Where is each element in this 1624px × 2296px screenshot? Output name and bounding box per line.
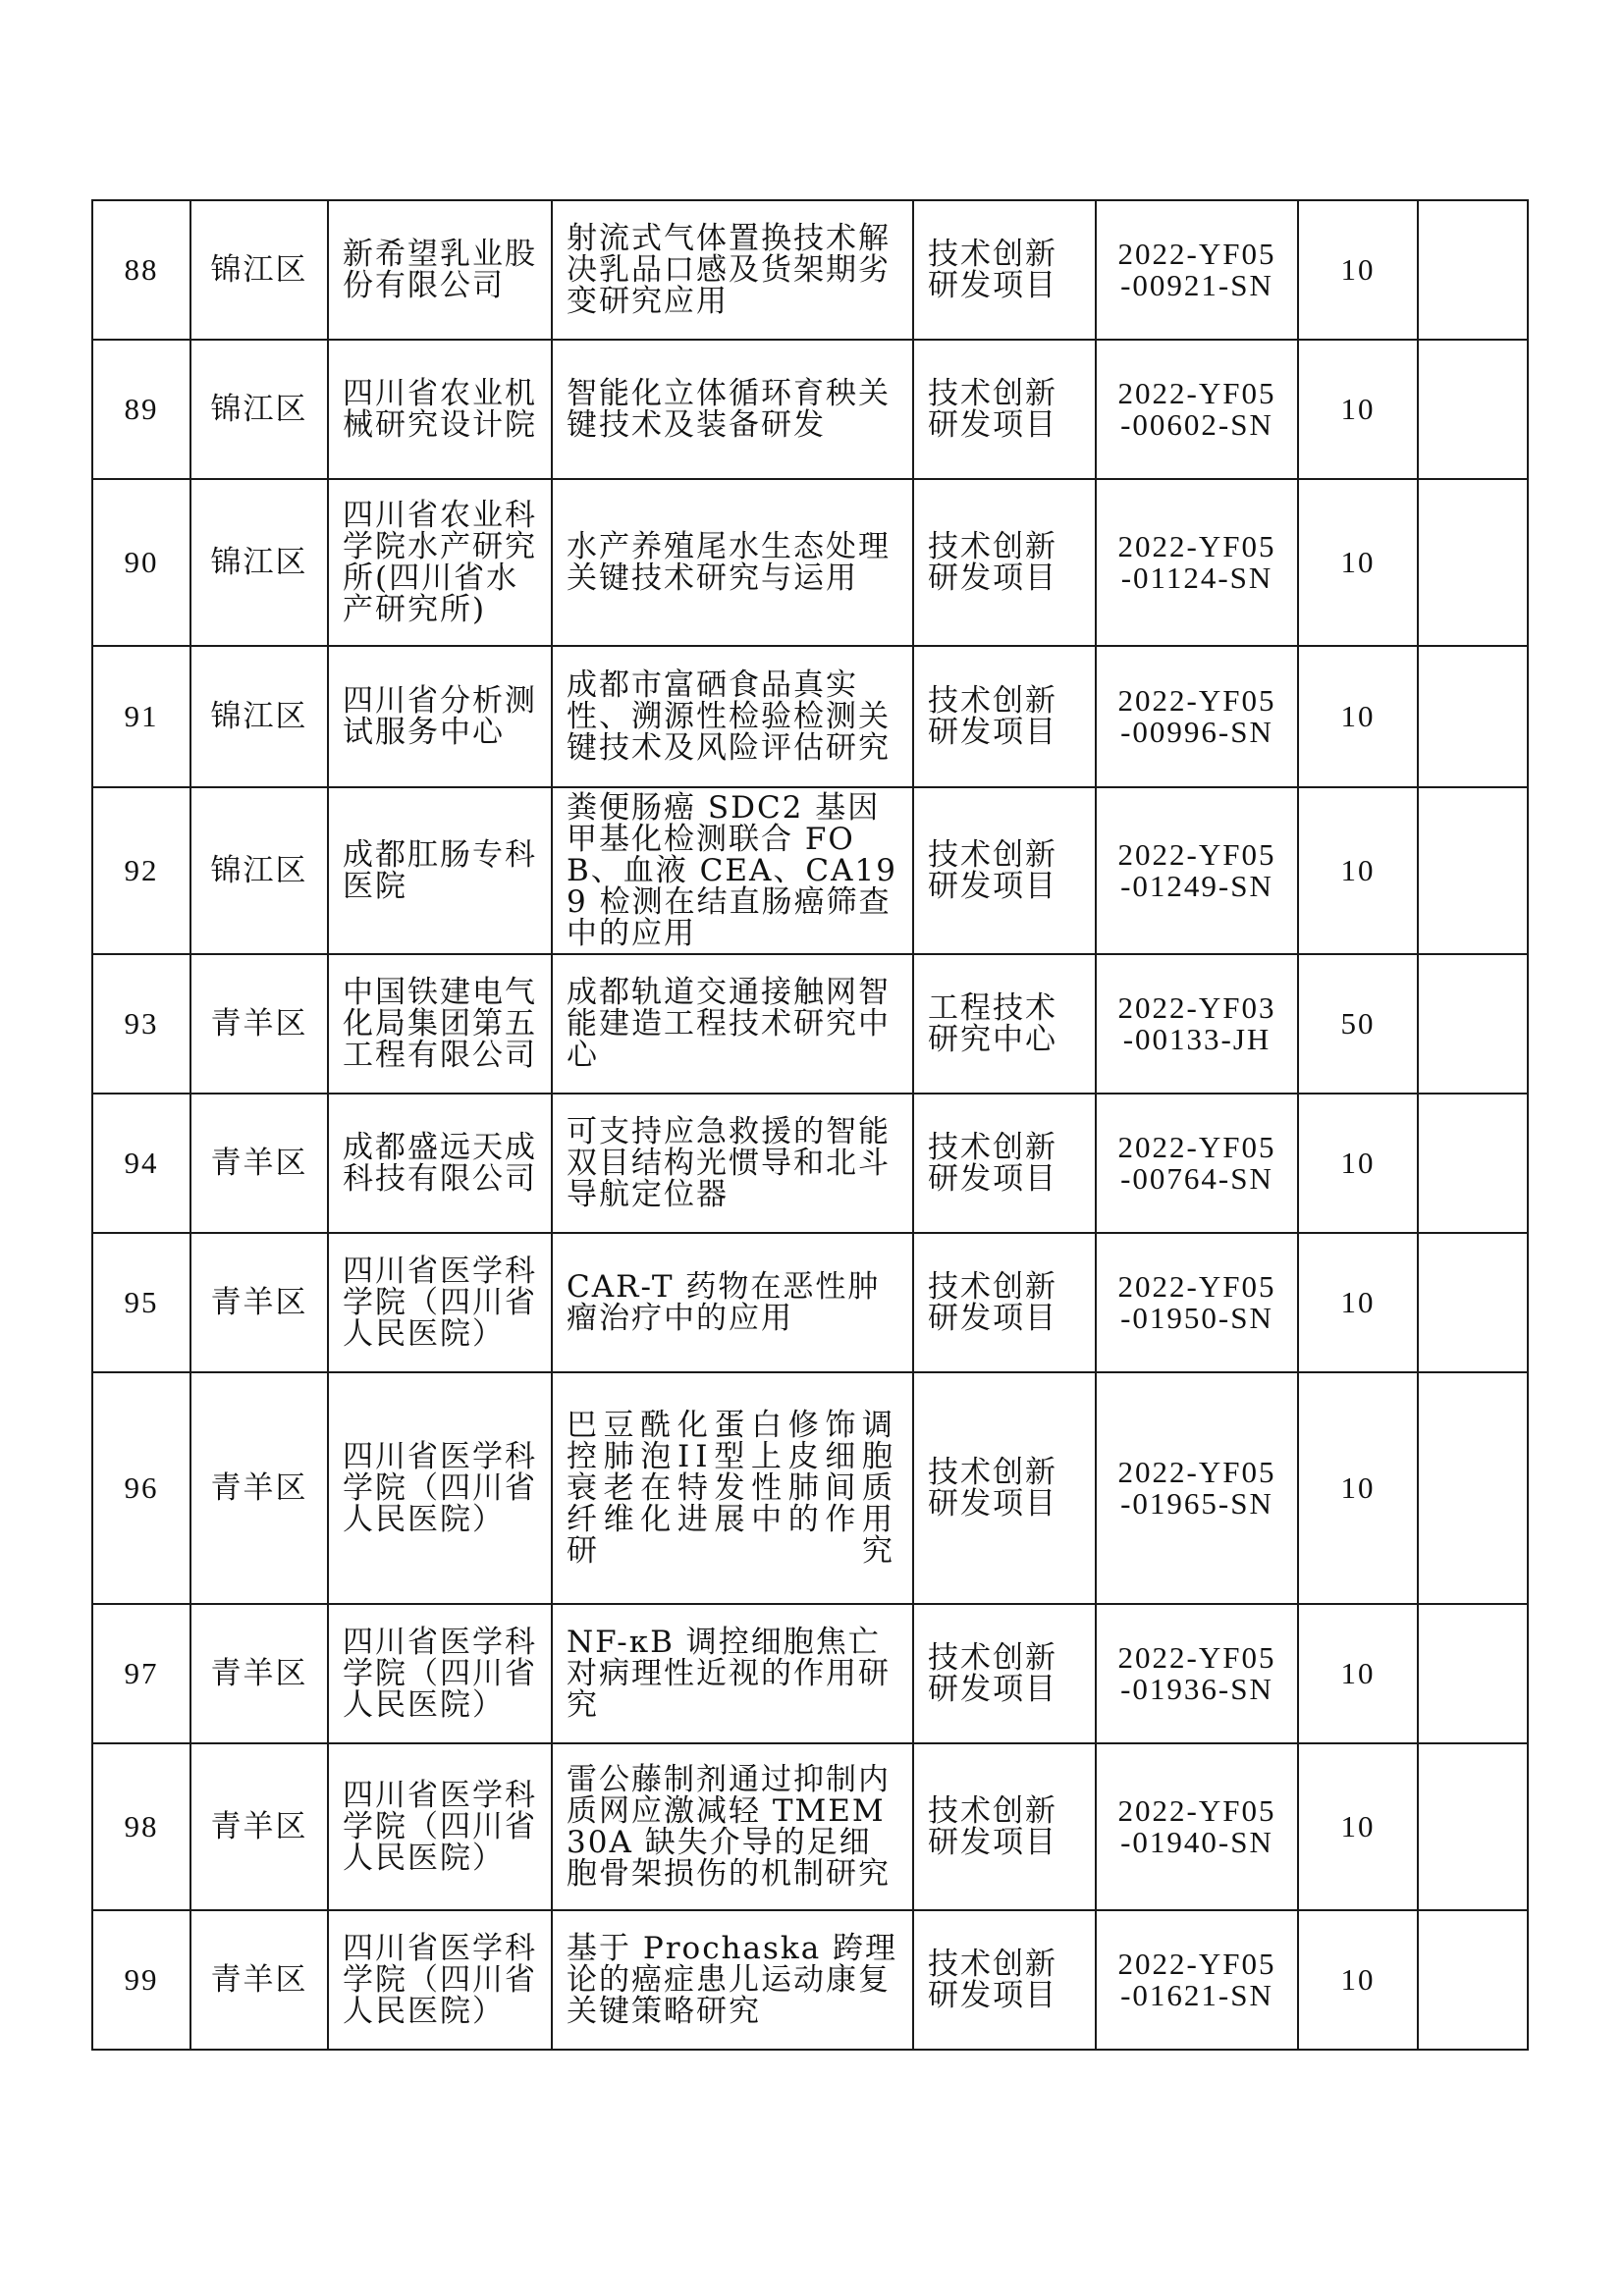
project-code-cell — [1096, 200, 1298, 340]
code-line-2: -01965-SN — [1120, 1486, 1273, 1521]
row-number: 98 — [92, 1743, 190, 1910]
organization-cell: 四川省分析测试服务中心 — [328, 646, 552, 787]
note-cell — [1418, 954, 1528, 1094]
project-code-cell — [1096, 1743, 1298, 1910]
code-line-2: -01124-SN — [1120, 561, 1273, 595]
project-code-cell — [1096, 340, 1298, 479]
row-number: 94 — [92, 1094, 190, 1233]
note-cell — [1418, 1604, 1528, 1743]
organization-cell: 四川省医学科学院（四川省人民医院） — [328, 1910, 552, 2050]
row-number: 97 — [92, 1604, 190, 1743]
district-cell: 青羊区 — [190, 954, 328, 1094]
project-code-cell — [1096, 1094, 1298, 1233]
funding-cell: 10 — [1298, 1372, 1418, 1604]
table-row — [92, 340, 1528, 479]
funding-cell: 10 — [1298, 1094, 1418, 1233]
organization-cell: 四川省医学科学院（四川省人民医院） — [328, 1604, 552, 1743]
organization-cell: 四川省农业科学院水产研究所(四川省水产研究所) — [328, 479, 552, 646]
project-code-cell — [1096, 646, 1298, 787]
code-line-1: 2022-YF05 — [1117, 1269, 1276, 1304]
row-number: 88 — [92, 200, 190, 340]
note-cell — [1418, 1743, 1528, 1910]
code-line-2: -01249-SN — [1120, 869, 1273, 903]
code-line-1: 2022-YF05 — [1117, 376, 1276, 410]
project-code-cell — [1096, 1604, 1298, 1743]
code-line-2: -01940-SN — [1120, 1825, 1273, 1859]
project-type-cell: 技术创新研发项目 — [913, 646, 1096, 787]
row-number: 96 — [92, 1372, 190, 1604]
project-type-cell: 工程技术研究中心 — [913, 954, 1096, 1094]
project-type-cell: 技术创新研发项目 — [913, 1233, 1096, 1372]
row-number: 91 — [92, 646, 190, 787]
code-line-1: 2022-YF05 — [1117, 237, 1276, 271]
note-cell — [1418, 1094, 1528, 1233]
note-cell — [1418, 340, 1528, 479]
code-line-2: -00921-SN — [1120, 268, 1273, 302]
project-name-cell: 智能化立体循环育秧关键技术及装备研发 — [552, 340, 913, 479]
organization-cell: 中国铁建电气化局集团第五工程有限公司 — [328, 954, 552, 1094]
district-cell: 青羊区 — [190, 1910, 328, 2050]
code-line-2: -01950-SN — [1120, 1301, 1273, 1335]
table-row — [92, 1743, 1528, 1910]
project-name-cell: 成都轨道交通接触网智能建造工程技术研究中心 — [552, 954, 913, 1094]
project-name-cell: 水产养殖尾水生态处理关键技术研究与运用 — [552, 479, 913, 646]
district-cell: 青羊区 — [190, 1372, 328, 1604]
code-line-2: -00133-JH — [1122, 1022, 1272, 1056]
district-cell: 锦江区 — [190, 787, 328, 954]
table-row — [92, 787, 1528, 954]
code-line-1: 2022-YF05 — [1117, 1793, 1276, 1828]
table-row — [92, 1910, 1528, 2050]
table-body — [92, 200, 1528, 2050]
organization-cell: 成都肛肠专科医院 — [328, 787, 552, 954]
project-type-cell: 技术创新研发项目 — [913, 1372, 1096, 1604]
note-cell — [1418, 479, 1528, 646]
organization-cell: 新希望乳业股份有限公司 — [328, 200, 552, 340]
project-type-cell: 技术创新研发项目 — [913, 1604, 1096, 1743]
project-type-cell: 技术创新研发项目 — [913, 340, 1096, 479]
row-number: 92 — [92, 787, 190, 954]
code-line-1: 2022-YF05 — [1117, 683, 1276, 718]
note-cell — [1418, 1910, 1528, 2050]
project-code-cell — [1096, 1233, 1298, 1372]
project-name-cell: NF-κB 调控细胞焦亡对病理性近视的作用研究 — [552, 1604, 913, 1743]
row-number: 95 — [92, 1233, 190, 1372]
project-type-cell: 技术创新研发项目 — [913, 200, 1096, 340]
project-code-cell — [1096, 787, 1298, 954]
note-cell — [1418, 1233, 1528, 1372]
funding-cell: 10 — [1298, 1743, 1418, 1910]
district-cell: 青羊区 — [190, 1233, 328, 1372]
project-type-cell: 技术创新研发项目 — [913, 787, 1096, 954]
district-cell: 锦江区 — [190, 479, 328, 646]
funding-cell: 10 — [1298, 646, 1418, 787]
table-row — [92, 1604, 1528, 1743]
district-cell: 锦江区 — [190, 646, 328, 787]
project-code-cell — [1096, 1910, 1298, 2050]
district-cell: 锦江区 — [190, 200, 328, 340]
project-type-cell: 技术创新研发项目 — [913, 1743, 1096, 1910]
funding-cell: 10 — [1298, 200, 1418, 340]
code-line-2: -00764-SN — [1120, 1161, 1273, 1196]
note-cell — [1418, 200, 1528, 340]
project-table — [91, 199, 1529, 2051]
project-code-cell — [1096, 1372, 1298, 1604]
table-row — [92, 1372, 1528, 1604]
row-number: 89 — [92, 340, 190, 479]
code-line-1: 2022-YF05 — [1117, 1640, 1276, 1675]
project-type-cell: 技术创新研发项目 — [913, 479, 1096, 646]
code-line-2: -00996-SN — [1120, 715, 1273, 749]
project-type-cell: 技术创新研发项目 — [913, 1094, 1096, 1233]
code-line-2: -01936-SN — [1120, 1672, 1273, 1706]
funding-cell: 50 — [1298, 954, 1418, 1094]
note-cell — [1418, 787, 1528, 954]
row-number: 99 — [92, 1910, 190, 2050]
row-number: 93 — [92, 954, 190, 1094]
organization-cell: 四川省医学科学院（四川省人民医院） — [328, 1743, 552, 1910]
note-cell — [1418, 646, 1528, 787]
code-line-1: 2022-YF05 — [1117, 837, 1276, 872]
organization-cell: 成都盛远天成科技有限公司 — [328, 1094, 552, 1233]
code-line-2: -00602-SN — [1120, 407, 1273, 442]
project-name-cell: 可支持应急救援的智能双目结构光惯导和北斗导航定位器 — [552, 1094, 913, 1233]
code-line-1: 2022-YF03 — [1117, 990, 1276, 1025]
district-cell: 锦江区 — [190, 340, 328, 479]
code-line-1: 2022-YF05 — [1117, 529, 1276, 563]
project-name-cell: 雷公藤制剂通过抑制内质网应激减轻 TMEM30A 缺失介导的足细胞骨架损伤的机制研究 — [552, 1743, 913, 1910]
project-name-cell: 成都市富硒食品真实性、溯源性检验检测关键技术及风险评估研究 — [552, 646, 913, 787]
funding-cell: 10 — [1298, 1604, 1418, 1743]
project-type-cell: 技术创新研发项目 — [913, 1910, 1096, 2050]
organization-cell: 四川省医学科学院（四川省人民医院） — [328, 1372, 552, 1604]
organization-cell: 四川省农业机械研究设计院 — [328, 340, 552, 479]
funding-cell: 10 — [1298, 1233, 1418, 1372]
table-row — [92, 1233, 1528, 1372]
district-cell: 青羊区 — [190, 1743, 328, 1910]
funding-cell: 10 — [1298, 787, 1418, 954]
project-name-cell: CAR-T 药物在恶性肿瘤治疗中的应用 — [552, 1233, 913, 1372]
table-row — [92, 200, 1528, 340]
code-line-2: -01621-SN — [1120, 1978, 1273, 2012]
funding-cell: 10 — [1298, 479, 1418, 646]
row-number: 90 — [92, 479, 190, 646]
project-name-cell: 巴豆酰化蛋白修饰调控肺泡II型上皮细胞衰老在特发性肺间质纤维化进展中的作用研究 — [552, 1372, 913, 1604]
district-cell: 青羊区 — [190, 1604, 328, 1743]
table-row — [92, 479, 1528, 646]
table-row — [92, 954, 1528, 1094]
project-code-cell — [1096, 954, 1298, 1094]
code-line-1: 2022-YF05 — [1117, 1455, 1276, 1489]
project-name-cell: 基于 Prochaska 跨理论的癌症患儿运动康复关键策略研究 — [552, 1910, 913, 2050]
code-line-1: 2022-YF05 — [1117, 1947, 1276, 1981]
project-name-cell: 粪便肠癌 SDC2 基因甲基化检测联合 FOB、血液 CEA、CA199 检测在结直肠癌筛查中的应用 — [552, 787, 913, 954]
table-row — [92, 1094, 1528, 1233]
project-code-cell — [1096, 479, 1298, 646]
organization-cell: 四川省医学科学院（四川省人民医院） — [328, 1233, 552, 1372]
district-cell: 青羊区 — [190, 1094, 328, 1233]
project-name-cell: 射流式气体置换技术解决乳品口感及货架期劣变研究应用 — [552, 200, 913, 340]
funding-cell: 10 — [1298, 340, 1418, 479]
note-cell — [1418, 1372, 1528, 1604]
table-row — [92, 646, 1528, 787]
funding-cell: 10 — [1298, 1910, 1418, 2050]
code-line-1: 2022-YF05 — [1117, 1130, 1276, 1164]
